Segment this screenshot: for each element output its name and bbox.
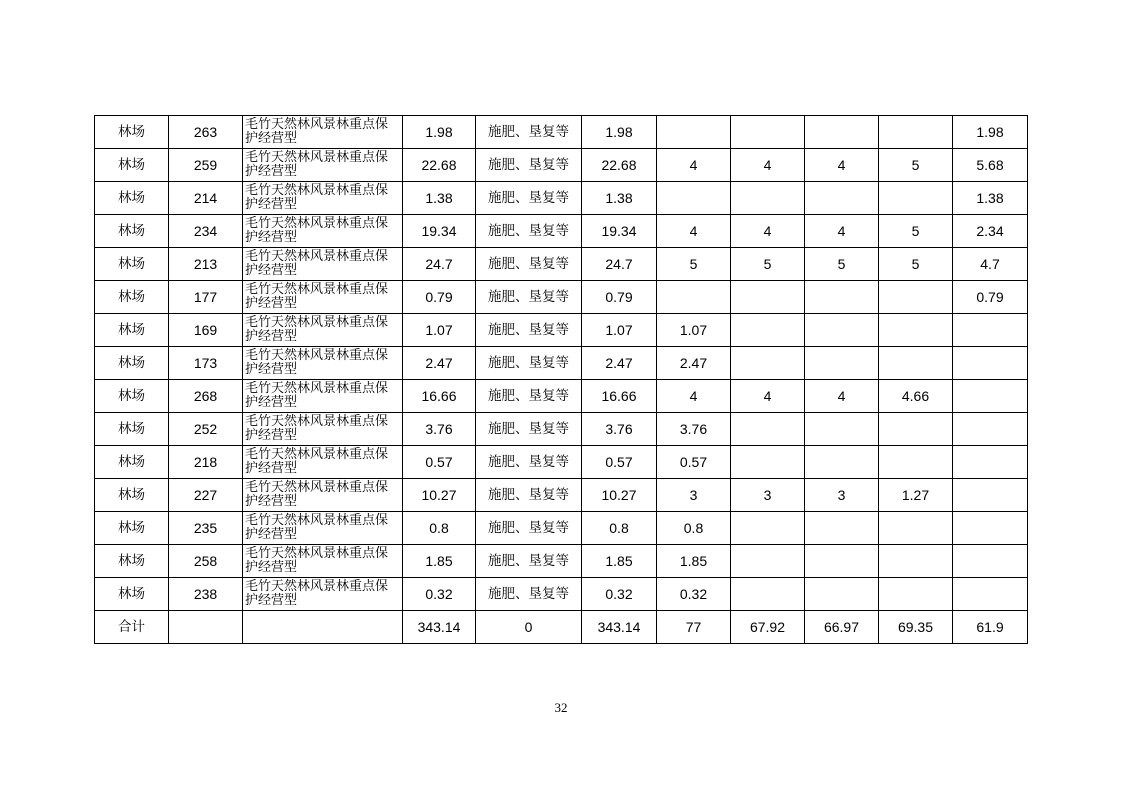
table-row [95, 182, 1028, 215]
year-4-cell [879, 281, 953, 314]
total-area-cell: 0.57 [582, 446, 657, 479]
area-cell: 16.66 [403, 380, 476, 413]
year-3-cell: 3 [805, 479, 879, 512]
year-4-cell [879, 347, 953, 380]
plot-number-cell: 259 [169, 149, 243, 182]
year-5-cell [953, 380, 1028, 413]
year-2-cell [731, 545, 805, 578]
management-type-cell: 毛竹天然林风景林重点保护经营型 [243, 413, 403, 446]
table-row [95, 248, 1028, 281]
area-cell: 343.14 [403, 611, 476, 644]
year-4-cell [879, 578, 953, 611]
year-2-cell: 5 [731, 248, 805, 281]
table-row [95, 116, 1028, 149]
plot-number-cell: 263 [169, 116, 243, 149]
year-4-cell [879, 446, 953, 479]
plot-number-cell: 227 [169, 479, 243, 512]
year-5-cell: 5.68 [953, 149, 1028, 182]
year-4-cell [879, 512, 953, 545]
plot-number-cell: 238 [169, 578, 243, 611]
year-5-cell [953, 347, 1028, 380]
year-4-cell: 4.66 [879, 380, 953, 413]
year-3-cell [805, 512, 879, 545]
unit-cell: 林场 [95, 182, 169, 215]
year-4-cell [879, 116, 953, 149]
year-1-cell: 1.07 [657, 314, 731, 347]
measures-cell: 施肥、垦复等 [476, 182, 582, 215]
management-type-cell: 毛竹天然林风景林重点保护经营型 [243, 248, 403, 281]
year-1-cell: 5 [657, 248, 731, 281]
year-4-cell [879, 182, 953, 215]
year-2-cell [731, 314, 805, 347]
plot-number-cell: 169 [169, 314, 243, 347]
year-3-cell [805, 281, 879, 314]
management-type-cell: 毛竹天然林风景林重点保护经营型 [243, 281, 403, 314]
unit-cell: 林场 [95, 545, 169, 578]
measures-cell: 施肥、垦复等 [476, 215, 582, 248]
year-4-cell: 5 [879, 248, 953, 281]
measures-cell: 0 [476, 611, 582, 644]
total-area-cell: 0.79 [582, 281, 657, 314]
total-area-cell: 343.14 [582, 611, 657, 644]
year-1-cell: 4 [657, 149, 731, 182]
year-1-cell: 3 [657, 479, 731, 512]
year-2-cell [731, 512, 805, 545]
year-5-cell: 0.79 [953, 281, 1028, 314]
area-cell: 1.38 [403, 182, 476, 215]
year-4-cell [879, 413, 953, 446]
unit-cell: 林场 [95, 149, 169, 182]
year-3-cell: 5 [805, 248, 879, 281]
management-type-cell: 毛竹天然林风景林重点保护经营型 [243, 380, 403, 413]
area-cell: 0.79 [403, 281, 476, 314]
area-cell: 19.34 [403, 215, 476, 248]
measures-cell: 施肥、垦复等 [476, 116, 582, 149]
unit-cell: 林场 [95, 479, 169, 512]
total-area-cell: 1.07 [582, 314, 657, 347]
year-4-cell: 1.27 [879, 479, 953, 512]
year-1-cell: 77 [657, 611, 731, 644]
total-area-cell: 1.98 [582, 116, 657, 149]
management-type-cell: 毛竹天然林风景林重点保护经营型 [243, 545, 403, 578]
year-5-cell [953, 578, 1028, 611]
unit-cell: 林场 [95, 380, 169, 413]
management-type-cell: 毛竹天然林风景林重点保护经营型 [243, 446, 403, 479]
data-table [94, 115, 1028, 644]
year-3-cell [805, 116, 879, 149]
year-4-cell [879, 314, 953, 347]
year-5-cell: 2.34 [953, 215, 1028, 248]
unit-cell: 林场 [95, 248, 169, 281]
total-area-cell: 2.47 [582, 347, 657, 380]
year-3-cell [805, 446, 879, 479]
plot-number-cell: 268 [169, 380, 243, 413]
unit-cell: 林场 [95, 281, 169, 314]
year-3-cell: 4 [805, 215, 879, 248]
area-cell: 0.57 [403, 446, 476, 479]
total-area-cell: 0.32 [582, 578, 657, 611]
year-2-cell: 67.92 [731, 611, 805, 644]
table-row [95, 578, 1028, 611]
table-row [95, 149, 1028, 182]
year-5-cell [953, 413, 1028, 446]
table-row [95, 446, 1028, 479]
management-type-cell: 毛竹天然林风景林重点保护经营型 [243, 479, 403, 512]
management-type-cell: 毛竹天然林风景林重点保护经营型 [243, 314, 403, 347]
measures-cell: 施肥、垦复等 [476, 413, 582, 446]
measures-cell: 施肥、垦复等 [476, 149, 582, 182]
table-row [95, 380, 1028, 413]
plot-number-cell: 173 [169, 347, 243, 380]
unit-cell: 林场 [95, 116, 169, 149]
management-type-cell: 毛竹天然林风景林重点保护经营型 [243, 215, 403, 248]
plot-number-cell: 252 [169, 413, 243, 446]
year-1-cell: 0.32 [657, 578, 731, 611]
year-3-cell [805, 182, 879, 215]
year-5-cell: 1.98 [953, 116, 1028, 149]
unit-cell: 林场 [95, 314, 169, 347]
management-type-cell: 毛竹天然林风景林重点保护经营型 [243, 149, 403, 182]
plot-number-cell [169, 611, 243, 644]
management-type-cell [243, 611, 403, 644]
year-1-cell: 0.8 [657, 512, 731, 545]
table-row [95, 479, 1028, 512]
area-cell: 0.32 [403, 578, 476, 611]
year-2-cell: 4 [731, 149, 805, 182]
total-label-cell: 合计 [95, 611, 169, 644]
year-5-cell: 4.7 [953, 248, 1028, 281]
year-3-cell [805, 578, 879, 611]
area-cell: 1.85 [403, 545, 476, 578]
management-type-cell: 毛竹天然林风景林重点保护经营型 [243, 182, 403, 215]
year-4-cell: 5 [879, 149, 953, 182]
year-2-cell [731, 578, 805, 611]
year-5-cell [953, 446, 1028, 479]
unit-cell: 林场 [95, 215, 169, 248]
unit-cell: 林场 [95, 578, 169, 611]
year-2-cell: 3 [731, 479, 805, 512]
year-1-cell [657, 281, 731, 314]
plot-number-cell: 258 [169, 545, 243, 578]
year-3-cell: 66.97 [805, 611, 879, 644]
page-number: 32 [554, 700, 568, 715]
year-2-cell [731, 116, 805, 149]
total-area-cell: 10.27 [582, 479, 657, 512]
total-area-cell: 24.7 [582, 248, 657, 281]
unit-cell: 林场 [95, 347, 169, 380]
table-row [95, 281, 1028, 314]
measures-cell: 施肥、垦复等 [476, 479, 582, 512]
measures-cell: 施肥、垦复等 [476, 248, 582, 281]
table-row [95, 545, 1028, 578]
year-4-cell: 69.35 [879, 611, 953, 644]
year-5-cell: 1.38 [953, 182, 1028, 215]
management-type-cell: 毛竹天然林风景林重点保护经营型 [243, 512, 403, 545]
table-row [95, 512, 1028, 545]
year-3-cell [805, 545, 879, 578]
management-type-cell: 毛竹天然林风景林重点保护经营型 [243, 578, 403, 611]
year-4-cell [879, 545, 953, 578]
unit-cell: 林场 [95, 446, 169, 479]
year-2-cell: 4 [731, 380, 805, 413]
area-cell: 2.47 [403, 347, 476, 380]
total-area-cell: 22.68 [582, 149, 657, 182]
total-area-cell: 19.34 [582, 215, 657, 248]
measures-cell: 施肥、垦复等 [476, 512, 582, 545]
year-4-cell: 5 [879, 215, 953, 248]
unit-cell: 林场 [95, 413, 169, 446]
plot-number-cell: 218 [169, 446, 243, 479]
measures-cell: 施肥、垦复等 [476, 281, 582, 314]
management-type-cell: 毛竹天然林风景林重点保护经营型 [243, 116, 403, 149]
area-cell: 24.7 [403, 248, 476, 281]
area-cell: 1.98 [403, 116, 476, 149]
unit-cell: 林场 [95, 512, 169, 545]
year-3-cell: 4 [805, 380, 879, 413]
year-5-cell [953, 545, 1028, 578]
year-1-cell: 4 [657, 380, 731, 413]
year-5-cell [953, 512, 1028, 545]
total-area-cell: 0.8 [582, 512, 657, 545]
year-2-cell [731, 446, 805, 479]
year-2-cell [731, 413, 805, 446]
plot-number-cell: 235 [169, 512, 243, 545]
year-5-cell: 61.9 [953, 611, 1028, 644]
table-row [95, 413, 1028, 446]
area-cell: 10.27 [403, 479, 476, 512]
area-cell: 22.68 [403, 149, 476, 182]
year-5-cell [953, 479, 1028, 512]
measures-cell: 施肥、垦复等 [476, 314, 582, 347]
table-row [95, 347, 1028, 380]
total-area-cell: 16.66 [582, 380, 657, 413]
total-area-cell: 3.76 [582, 413, 657, 446]
measures-cell: 施肥、垦复等 [476, 446, 582, 479]
table-row [95, 314, 1028, 347]
measures-cell: 施肥、垦复等 [476, 380, 582, 413]
plot-number-cell: 234 [169, 215, 243, 248]
year-2-cell [731, 347, 805, 380]
area-cell: 1.07 [403, 314, 476, 347]
year-3-cell [805, 314, 879, 347]
year-1-cell: 3.76 [657, 413, 731, 446]
area-cell: 3.76 [403, 413, 476, 446]
total-row [95, 611, 1028, 644]
year-1-cell [657, 182, 731, 215]
year-1-cell: 2.47 [657, 347, 731, 380]
plot-number-cell: 213 [169, 248, 243, 281]
total-area-cell: 1.85 [582, 545, 657, 578]
year-2-cell [731, 281, 805, 314]
year-1-cell: 1.85 [657, 545, 731, 578]
table-row [95, 215, 1028, 248]
year-1-cell: 0.57 [657, 446, 731, 479]
year-3-cell [805, 347, 879, 380]
year-5-cell [953, 314, 1028, 347]
year-3-cell: 4 [805, 149, 879, 182]
year-2-cell: 4 [731, 215, 805, 248]
year-1-cell: 4 [657, 215, 731, 248]
management-type-cell: 毛竹天然林风景林重点保护经营型 [243, 347, 403, 380]
area-cell: 0.8 [403, 512, 476, 545]
measures-cell: 施肥、垦复等 [476, 545, 582, 578]
plot-number-cell: 214 [169, 182, 243, 215]
plot-number-cell: 177 [169, 281, 243, 314]
measures-cell: 施肥、垦复等 [476, 578, 582, 611]
year-2-cell [731, 182, 805, 215]
year-1-cell [657, 116, 731, 149]
total-area-cell: 1.38 [582, 182, 657, 215]
year-3-cell [805, 413, 879, 446]
measures-cell: 施肥、垦复等 [476, 347, 582, 380]
